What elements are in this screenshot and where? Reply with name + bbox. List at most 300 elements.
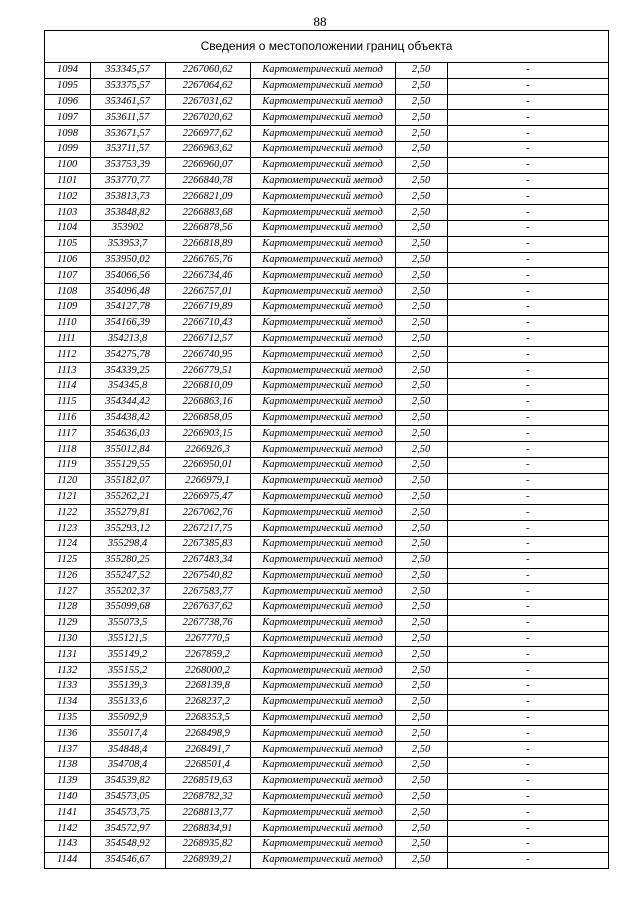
table-row: [45, 78, 608, 94]
table-row: [45, 394, 608, 410]
point-number-cell: 1101: [45, 173, 90, 189]
method-cell: Картометрический метод: [250, 173, 395, 189]
accuracy-cell: 2,50: [395, 457, 447, 473]
note-cell: -: [447, 615, 608, 631]
table-row: [45, 173, 608, 189]
table-row: [45, 205, 608, 221]
x-coordinate-cell: 354539,82: [90, 773, 165, 789]
accuracy-cell: 2,50: [395, 173, 447, 189]
note-cell: -: [447, 252, 608, 268]
accuracy-cell: 2,50: [395, 631, 447, 647]
point-number-cell: 1131: [45, 647, 90, 663]
y-coordinate-cell: 2266740,95: [165, 347, 250, 363]
method-cell: Картометрический метод: [250, 426, 395, 442]
x-coordinate-cell: 354572,97: [90, 821, 165, 837]
accuracy-cell: 2,50: [395, 568, 447, 584]
y-coordinate-cell: 2266950,01: [165, 457, 250, 473]
method-cell: Картометрический метод: [250, 284, 395, 300]
accuracy-cell: 2,50: [395, 141, 447, 157]
point-number-cell: 1116: [45, 410, 90, 426]
x-coordinate-cell: 353813,73: [90, 189, 165, 205]
x-coordinate-cell: 354166,39: [90, 315, 165, 331]
note-cell: -: [447, 315, 608, 331]
accuracy-cell: 2,50: [395, 473, 447, 489]
accuracy-cell: 2,50: [395, 600, 447, 616]
point-number-cell: 1122: [45, 505, 90, 521]
table-row: [45, 694, 608, 710]
point-number-cell: 1130: [45, 631, 90, 647]
y-coordinate-cell: 2266926,3: [165, 442, 250, 458]
y-coordinate-cell: 2266719,89: [165, 299, 250, 315]
note-cell: -: [447, 679, 608, 695]
note-cell: -: [447, 378, 608, 394]
note-cell: -: [447, 568, 608, 584]
accuracy-cell: 2,50: [395, 378, 447, 394]
accuracy-cell: 2,50: [395, 552, 447, 568]
y-coordinate-cell: 2267031,62: [165, 94, 250, 110]
note-cell: -: [447, 331, 608, 347]
note-cell: -: [447, 821, 608, 837]
method-cell: Картометрический метод: [250, 694, 395, 710]
point-number-cell: 1120: [45, 473, 90, 489]
y-coordinate-cell: 2266903,15: [165, 426, 250, 442]
note-cell: -: [447, 600, 608, 616]
table-row: [45, 126, 608, 142]
note-cell: -: [447, 63, 608, 78]
accuracy-cell: 2,50: [395, 94, 447, 110]
table-row: [45, 268, 608, 284]
x-coordinate-cell: 354573,05: [90, 789, 165, 805]
note-cell: -: [447, 789, 608, 805]
method-cell: Картометрический метод: [250, 837, 395, 853]
y-coordinate-cell: 2267637,62: [165, 600, 250, 616]
table-row: [45, 789, 608, 805]
x-coordinate-cell: 355293,12: [90, 521, 165, 537]
note-cell: -: [447, 363, 608, 379]
accuracy-cell: 2,50: [395, 726, 447, 742]
table-row: [45, 552, 608, 568]
table-row: [45, 805, 608, 821]
table-row: [45, 742, 608, 758]
x-coordinate-cell: 354708,4: [90, 758, 165, 774]
method-cell: Картометрический метод: [250, 394, 395, 410]
note-cell: -: [447, 473, 608, 489]
y-coordinate-cell: 2266818,89: [165, 236, 250, 252]
x-coordinate-cell: 354339,25: [90, 363, 165, 379]
note-cell: -: [447, 663, 608, 679]
y-coordinate-cell: 2267385,83: [165, 536, 250, 552]
point-number-cell: 1102: [45, 189, 90, 205]
method-cell: Картометрический метод: [250, 410, 395, 426]
x-coordinate-cell: 353753,39: [90, 157, 165, 173]
method-cell: Картометрический метод: [250, 473, 395, 489]
table-title: Сведения о местоположении границ объекта: [45, 31, 608, 63]
x-coordinate-cell: 354096,48: [90, 284, 165, 300]
x-coordinate-cell: 354438,42: [90, 410, 165, 426]
accuracy-cell: 2,50: [395, 710, 447, 726]
accuracy-cell: 2,50: [395, 220, 447, 236]
y-coordinate-cell: 2266710,43: [165, 315, 250, 331]
y-coordinate-cell: 2267217,75: [165, 521, 250, 537]
point-number-cell: 1138: [45, 758, 90, 774]
note-cell: -: [447, 773, 608, 789]
x-coordinate-cell: 353848,82: [90, 205, 165, 221]
method-cell: Картометрический метод: [250, 852, 395, 867]
accuracy-cell: 2,50: [395, 521, 447, 537]
x-coordinate-cell: 355149,2: [90, 647, 165, 663]
note-cell: -: [447, 189, 608, 205]
table-row: [45, 378, 608, 394]
point-number-cell: 1115: [45, 394, 90, 410]
method-cell: Картометрический метод: [250, 584, 395, 600]
table-row: [45, 773, 608, 789]
point-number-cell: 1134: [45, 694, 90, 710]
y-coordinate-cell: 2268939,21: [165, 852, 250, 867]
note-cell: -: [447, 521, 608, 537]
table-row: [45, 110, 608, 126]
method-cell: Картометрический метод: [250, 615, 395, 631]
note-cell: -: [447, 141, 608, 157]
table-row: [45, 647, 608, 663]
point-number-cell: 1109: [45, 299, 90, 315]
y-coordinate-cell: 2268501,4: [165, 758, 250, 774]
y-coordinate-cell: 2268237,2: [165, 694, 250, 710]
point-number-cell: 1113: [45, 363, 90, 379]
note-cell: -: [447, 742, 608, 758]
method-cell: Картометрический метод: [250, 536, 395, 552]
table-row: [45, 315, 608, 331]
accuracy-cell: 2,50: [395, 789, 447, 805]
note-cell: -: [447, 94, 608, 110]
accuracy-cell: 2,50: [395, 315, 447, 331]
point-number-cell: 1110: [45, 315, 90, 331]
table-row: [45, 236, 608, 252]
note-cell: -: [447, 410, 608, 426]
note-cell: -: [447, 284, 608, 300]
method-cell: Картометрический метод: [250, 521, 395, 537]
method-cell: Картометрический метод: [250, 220, 395, 236]
note-cell: -: [447, 126, 608, 142]
point-number-cell: 1127: [45, 584, 90, 600]
x-coordinate-cell: 355099,68: [90, 600, 165, 616]
x-coordinate-cell: 355155,2: [90, 663, 165, 679]
point-number-cell: 1103: [45, 205, 90, 221]
x-coordinate-cell: 353611,57: [90, 110, 165, 126]
table-row: [45, 363, 608, 379]
table-row: [45, 663, 608, 679]
table-row: [45, 442, 608, 458]
accuracy-cell: 2,50: [395, 694, 447, 710]
table-row: [45, 726, 608, 742]
method-cell: Картометрический метод: [250, 647, 395, 663]
accuracy-cell: 2,50: [395, 78, 447, 94]
note-cell: -: [447, 299, 608, 315]
method-cell: Картометрический метод: [250, 773, 395, 789]
x-coordinate-cell: 355129,55: [90, 457, 165, 473]
point-number-cell: 1128: [45, 600, 90, 616]
method-cell: Картометрический метод: [250, 505, 395, 521]
table-row: [45, 837, 608, 853]
accuracy-cell: 2,50: [395, 126, 447, 142]
accuracy-cell: 2,50: [395, 536, 447, 552]
point-number-cell: 1126: [45, 568, 90, 584]
table-row: [45, 284, 608, 300]
table-row: [45, 347, 608, 363]
note-cell: -: [447, 442, 608, 458]
x-coordinate-cell: 355298,4: [90, 536, 165, 552]
accuracy-cell: 2,50: [395, 252, 447, 268]
method-cell: Картометрический метод: [250, 710, 395, 726]
x-coordinate-cell: 354345,8: [90, 378, 165, 394]
accuracy-cell: 2,50: [395, 236, 447, 252]
y-coordinate-cell: 2267583,77: [165, 584, 250, 600]
table-row: [45, 505, 608, 521]
method-cell: Картометрический метод: [250, 236, 395, 252]
y-coordinate-cell: 2267483,34: [165, 552, 250, 568]
method-cell: Картометрический метод: [250, 252, 395, 268]
boundary-table-frame: [44, 30, 609, 869]
point-number-cell: 1111: [45, 331, 90, 347]
accuracy-cell: 2,50: [395, 284, 447, 300]
note-cell: -: [447, 710, 608, 726]
note-cell: -: [447, 852, 608, 867]
accuracy-cell: 2,50: [395, 742, 447, 758]
y-coordinate-cell: 2267062,76: [165, 505, 250, 521]
accuracy-cell: 2,50: [395, 347, 447, 363]
method-cell: Картометрический метод: [250, 299, 395, 315]
table-row: [45, 331, 608, 347]
accuracy-cell: 2,50: [395, 363, 447, 379]
note-cell: -: [447, 220, 608, 236]
accuracy-cell: 2,50: [395, 805, 447, 821]
table-row: [45, 489, 608, 505]
method-cell: Картометрический метод: [250, 742, 395, 758]
point-number-cell: 1117: [45, 426, 90, 442]
point-number-cell: 1118: [45, 442, 90, 458]
x-coordinate-cell: 355139,3: [90, 679, 165, 695]
y-coordinate-cell: 2267540,82: [165, 568, 250, 584]
note-cell: -: [447, 489, 608, 505]
accuracy-cell: 2,50: [395, 205, 447, 221]
method-cell: Картометрический метод: [250, 726, 395, 742]
point-number-cell: 1097: [45, 110, 90, 126]
x-coordinate-cell: 355092,9: [90, 710, 165, 726]
point-number-cell: 1094: [45, 63, 90, 78]
point-number-cell: 1099: [45, 141, 90, 157]
note-cell: -: [447, 631, 608, 647]
accuracy-cell: 2,50: [395, 505, 447, 521]
method-cell: Картометрический метод: [250, 805, 395, 821]
point-number-cell: 1139: [45, 773, 90, 789]
y-coordinate-cell: 2268139,8: [165, 679, 250, 695]
point-number-cell: 1132: [45, 663, 90, 679]
note-cell: -: [447, 457, 608, 473]
y-coordinate-cell: 2266779,51: [165, 363, 250, 379]
accuracy-cell: 2,50: [395, 679, 447, 695]
point-number-cell: 1104: [45, 220, 90, 236]
method-cell: Картометрический метод: [250, 679, 395, 695]
point-number-cell: 1095: [45, 78, 90, 94]
method-cell: Картометрический метод: [250, 789, 395, 805]
y-coordinate-cell: 2268935,82: [165, 837, 250, 853]
accuracy-cell: 2,50: [395, 647, 447, 663]
table-row: [45, 63, 608, 78]
x-coordinate-cell: 354127,78: [90, 299, 165, 315]
accuracy-cell: 2,50: [395, 426, 447, 442]
point-number-cell: 1100: [45, 157, 90, 173]
y-coordinate-cell: 2267859,2: [165, 647, 250, 663]
table-row: [45, 821, 608, 837]
point-number-cell: 1140: [45, 789, 90, 805]
method-cell: Картометрический метод: [250, 442, 395, 458]
x-coordinate-cell: 354548,92: [90, 837, 165, 853]
point-number-cell: 1105: [45, 236, 90, 252]
method-cell: Картометрический метод: [250, 821, 395, 837]
x-coordinate-cell: 355073,5: [90, 615, 165, 631]
y-coordinate-cell: 2268834,91: [165, 821, 250, 837]
note-cell: -: [447, 552, 608, 568]
method-cell: Картометрический метод: [250, 489, 395, 505]
point-number-cell: 1136: [45, 726, 90, 742]
table-row: [45, 426, 608, 442]
method-cell: Картометрический метод: [250, 347, 395, 363]
x-coordinate-cell: 353671,57: [90, 126, 165, 142]
method-cell: Картометрический метод: [250, 331, 395, 347]
table-row: [45, 473, 608, 489]
accuracy-cell: 2,50: [395, 663, 447, 679]
x-coordinate-cell: 355247,52: [90, 568, 165, 584]
point-number-cell: 1135: [45, 710, 90, 726]
point-number-cell: 1125: [45, 552, 90, 568]
y-coordinate-cell: 2266858,05: [165, 410, 250, 426]
note-cell: -: [447, 347, 608, 363]
accuracy-cell: 2,50: [395, 299, 447, 315]
note-cell: -: [447, 78, 608, 94]
method-cell: Картометрический метод: [250, 378, 395, 394]
accuracy-cell: 2,50: [395, 394, 447, 410]
method-cell: Картометрический метод: [250, 568, 395, 584]
accuracy-cell: 2,50: [395, 584, 447, 600]
x-coordinate-cell: 354848,4: [90, 742, 165, 758]
x-coordinate-cell: 353345,57: [90, 63, 165, 78]
x-coordinate-cell: 355012,84: [90, 442, 165, 458]
note-cell: -: [447, 505, 608, 521]
point-number-cell: 1107: [45, 268, 90, 284]
x-coordinate-cell: 354546,67: [90, 852, 165, 867]
y-coordinate-cell: 2266712,57: [165, 331, 250, 347]
accuracy-cell: 2,50: [395, 837, 447, 853]
table-row: [45, 94, 608, 110]
table-row: [45, 521, 608, 537]
x-coordinate-cell: 354213,8: [90, 331, 165, 347]
accuracy-cell: 2,50: [395, 410, 447, 426]
y-coordinate-cell: 2266883,68: [165, 205, 250, 221]
note-cell: -: [447, 394, 608, 410]
note-cell: -: [447, 205, 608, 221]
note-cell: -: [447, 268, 608, 284]
y-coordinate-cell: 2268498,9: [165, 726, 250, 742]
y-coordinate-cell: 2268519,63: [165, 773, 250, 789]
y-coordinate-cell: 2266878,56: [165, 220, 250, 236]
accuracy-cell: 2,50: [395, 442, 447, 458]
x-coordinate-cell: 353770,77: [90, 173, 165, 189]
table-row: [45, 457, 608, 473]
x-coordinate-cell: 353950,02: [90, 252, 165, 268]
method-cell: Картометрический метод: [250, 631, 395, 647]
x-coordinate-cell: 354573,75: [90, 805, 165, 821]
point-number-cell: 1108: [45, 284, 90, 300]
y-coordinate-cell: 2268813,77: [165, 805, 250, 821]
method-cell: Картометрический метод: [250, 758, 395, 774]
method-cell: Картометрический метод: [250, 457, 395, 473]
y-coordinate-cell: 2268353,5: [165, 710, 250, 726]
page-number: 88: [313, 14, 327, 29]
x-coordinate-cell: 355017,4: [90, 726, 165, 742]
note-cell: -: [447, 726, 608, 742]
table-row: [45, 710, 608, 726]
accuracy-cell: 2,50: [395, 852, 447, 867]
point-number-cell: 1144: [45, 852, 90, 867]
y-coordinate-cell: 2266840,78: [165, 173, 250, 189]
point-number-cell: 1119: [45, 457, 90, 473]
x-coordinate-cell: 353953,7: [90, 236, 165, 252]
x-coordinate-cell: 355182,07: [90, 473, 165, 489]
table-row: [45, 758, 608, 774]
accuracy-cell: 2,50: [395, 157, 447, 173]
point-number-cell: 1137: [45, 742, 90, 758]
method-cell: Картометрический метод: [250, 141, 395, 157]
point-number-cell: 1112: [45, 347, 90, 363]
note-cell: -: [447, 426, 608, 442]
y-coordinate-cell: 2267064,62: [165, 78, 250, 94]
point-number-cell: 1096: [45, 94, 90, 110]
y-coordinate-cell: 2266963,62: [165, 141, 250, 157]
method-cell: Картометрический метод: [250, 126, 395, 142]
note-cell: -: [447, 758, 608, 774]
table-row: [45, 852, 608, 867]
note-cell: -: [447, 236, 608, 252]
coordinates-table: [45, 63, 608, 868]
x-coordinate-cell: 354275,78: [90, 347, 165, 363]
y-coordinate-cell: 2266863,16: [165, 394, 250, 410]
method-cell: Картометрический метод: [250, 63, 395, 78]
method-cell: Картометрический метод: [250, 663, 395, 679]
y-coordinate-cell: 2266977,62: [165, 126, 250, 142]
method-cell: Картометрический метод: [250, 205, 395, 221]
y-coordinate-cell: 2266821,09: [165, 189, 250, 205]
point-number-cell: 1123: [45, 521, 90, 537]
method-cell: Картометрический метод: [250, 600, 395, 616]
method-cell: Картометрический метод: [250, 552, 395, 568]
note-cell: -: [447, 173, 608, 189]
y-coordinate-cell: 2268782,32: [165, 789, 250, 805]
y-coordinate-cell: 2267020,62: [165, 110, 250, 126]
accuracy-cell: 2,50: [395, 268, 447, 284]
note-cell: -: [447, 536, 608, 552]
accuracy-cell: 2,50: [395, 758, 447, 774]
table-row: [45, 615, 608, 631]
table-row: [45, 299, 608, 315]
x-coordinate-cell: 353711,57: [90, 141, 165, 157]
y-coordinate-cell: 2266765,76: [165, 252, 250, 268]
note-cell: -: [447, 837, 608, 853]
table-row: [45, 600, 608, 616]
y-coordinate-cell: 2267770,5: [165, 631, 250, 647]
accuracy-cell: 2,50: [395, 773, 447, 789]
table-row: [45, 568, 608, 584]
x-coordinate-cell: 354344,42: [90, 394, 165, 410]
method-cell: Картометрический метод: [250, 363, 395, 379]
